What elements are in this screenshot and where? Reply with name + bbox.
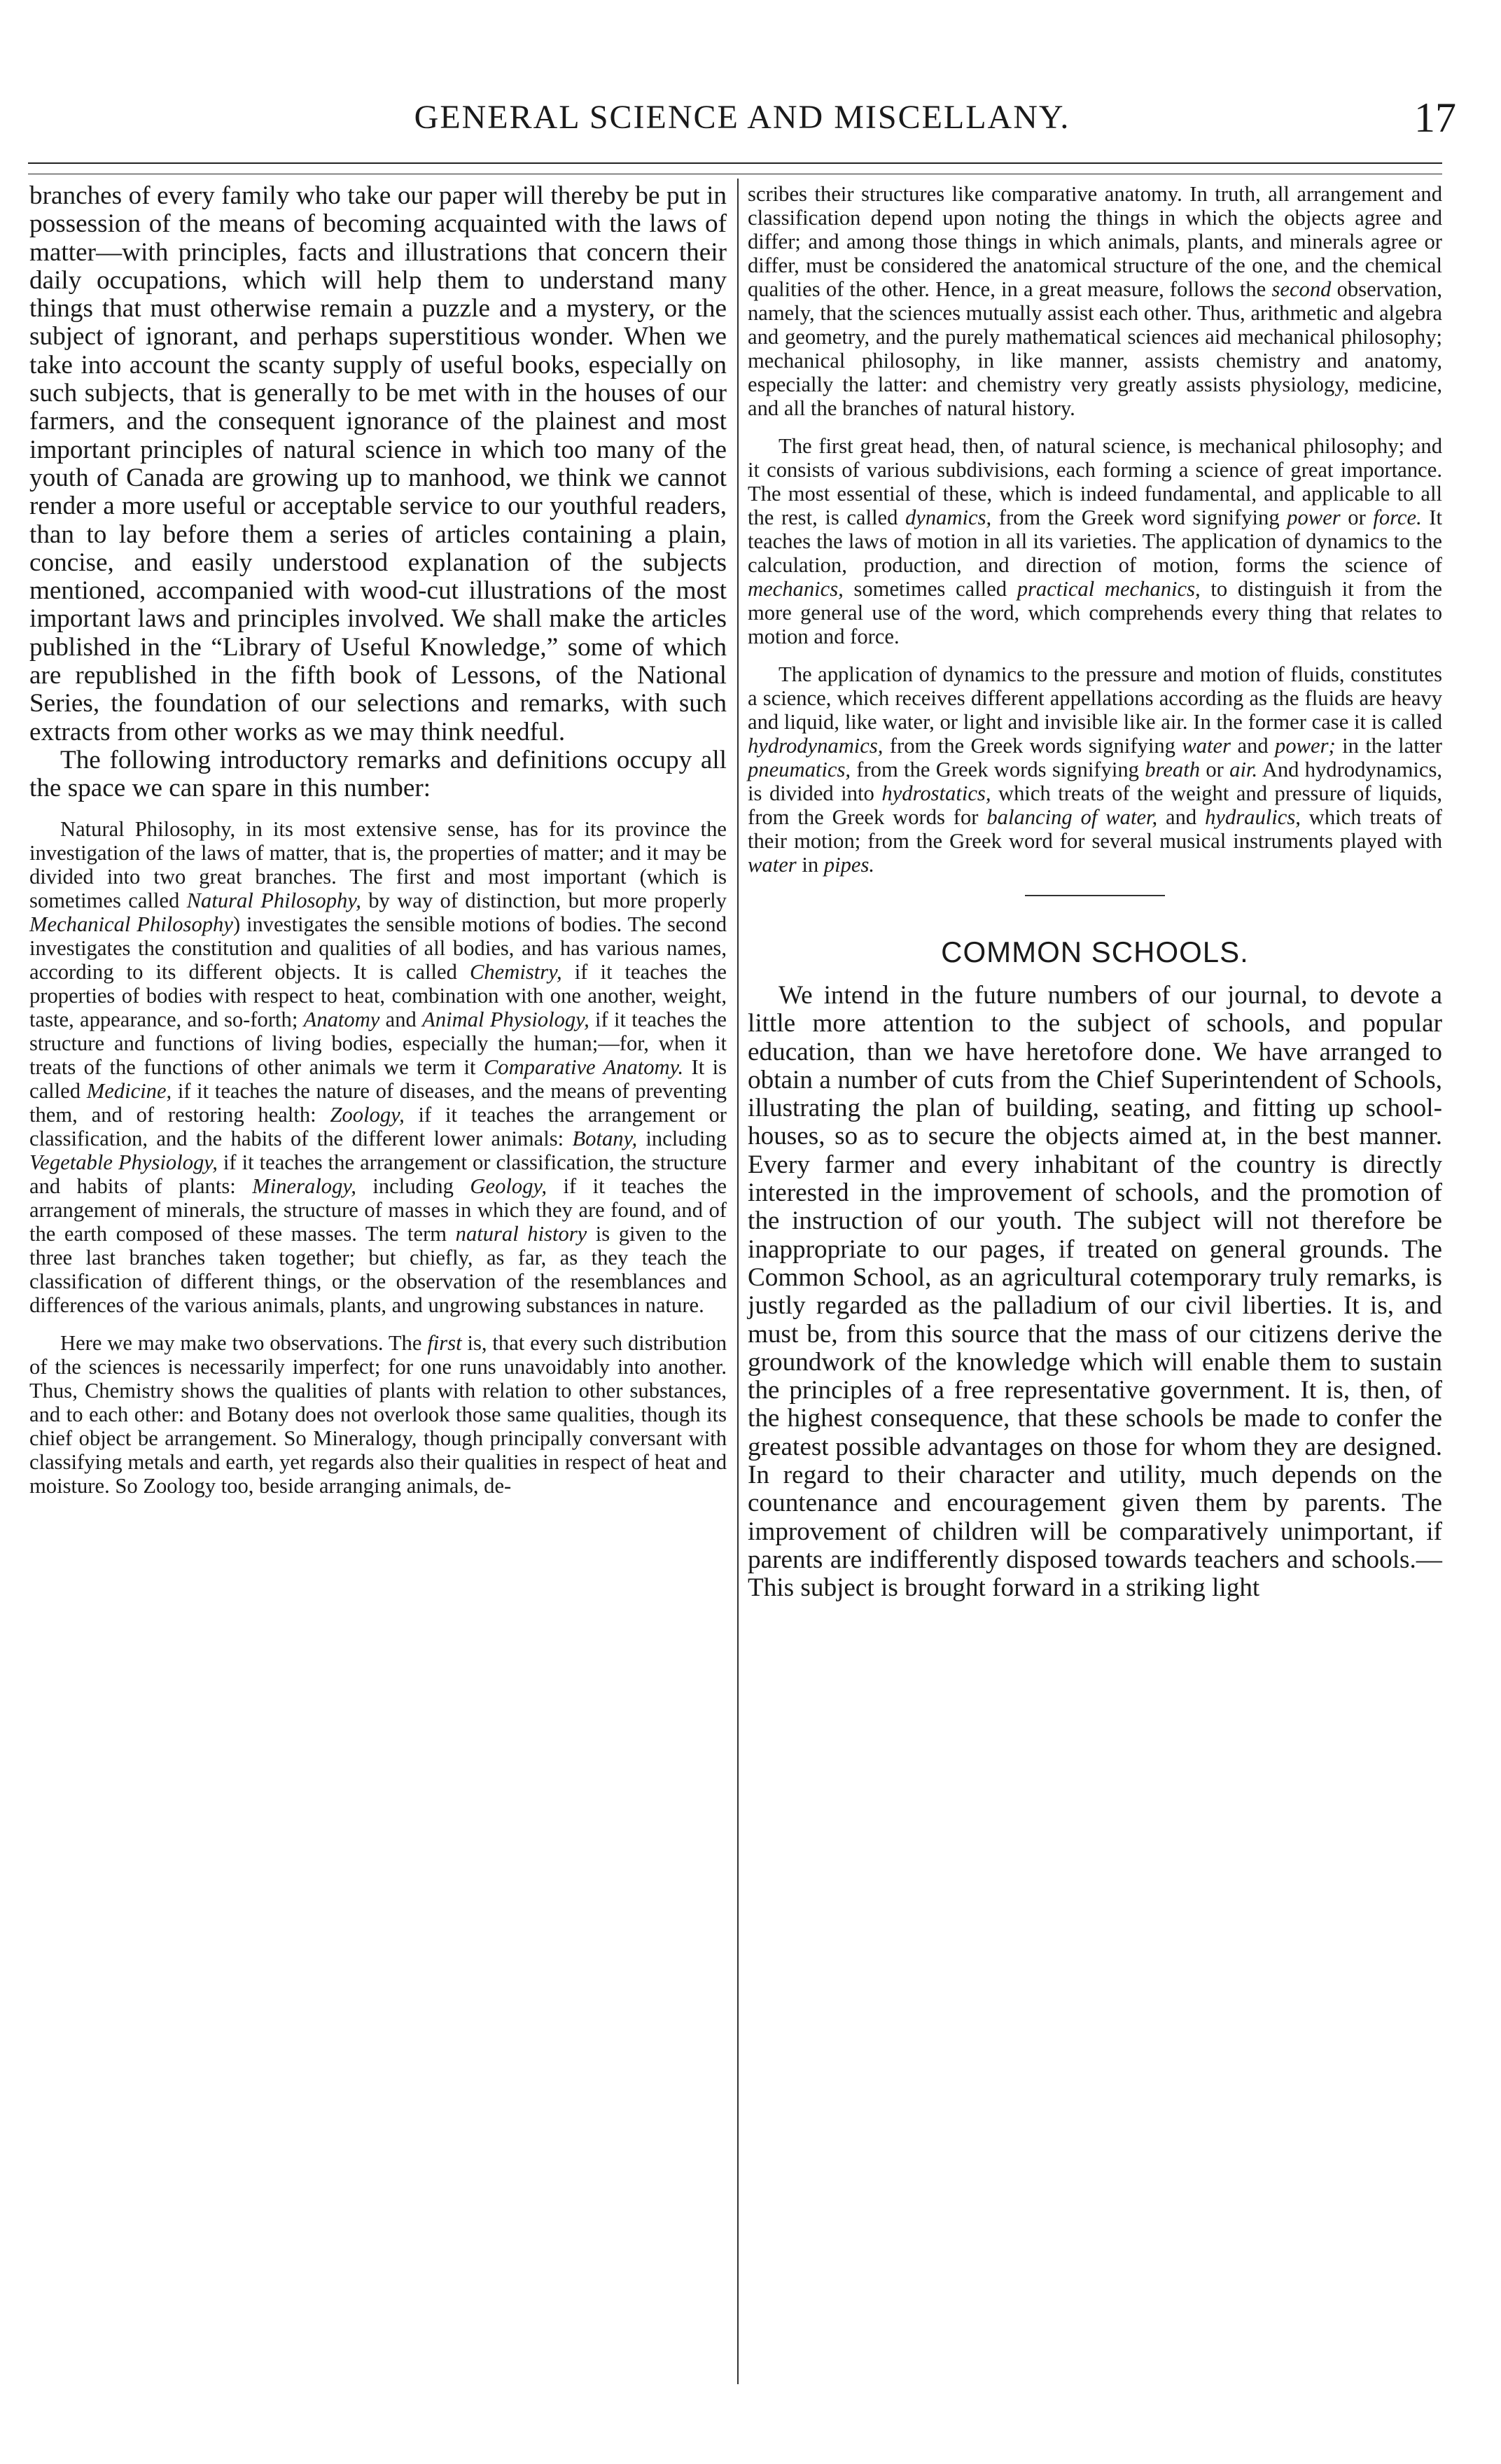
natural-philosophy-paragraph [29, 817, 727, 1317]
text-run: which treats of their motion; from the Greek word for several musical instruments played with [748, 805, 1442, 853]
page-number: 17 [1414, 95, 1456, 141]
italic-term: air. [1229, 758, 1258, 781]
text-run: observation, namely, that the sciences mutually assist each other. Thus, arithmetic and algebra and geometry, and the purely mathematical sciences aid mechanical philosophy; mechanical philosophy, in like manner, assists chemistry and anatomy, especially the latter: and chemistry very greatly assists physiology, medicine, and all the branches of natural history. [748, 277, 1442, 420]
text-run: if it teaches the arrangement or classification, and the habits of the different lower animals: [29, 1102, 727, 1150]
italic-term: power [1287, 506, 1341, 529]
running-title: GENERAL SCIENCE AND MISCELLANY. [414, 99, 1070, 136]
text-run: if it teaches the properties of bodies with respect to heat, combination with one another, weight, taste, appearance, and so-forth; [29, 959, 727, 1031]
page-header [28, 95, 1456, 154]
fluids-paragraph [748, 662, 1442, 877]
italic-term: breath [1145, 758, 1201, 781]
italic-term: mechanics, [748, 577, 844, 601]
italic-term: Mechanical Philosophy [29, 912, 233, 936]
italic-term: Natural Philosophy, [186, 888, 361, 912]
text-run: Here we may make two observations. The [60, 1330, 428, 1355]
italic-term: hydraulics, [1205, 805, 1301, 829]
left-column [29, 182, 727, 1498]
text-run: and [1231, 734, 1276, 758]
text-run: is, that every such distribution of the sciences is necessarily imperfect; for one runs unavoidably into another. Thus, Chemistry shows the qualities of plants with relation to other substances, and to each other: and Botany does not overlook those same qualities, though its chief object be arrangement. So Mineralogy, though principally conversant with classifying metals and earth, yet regards also their qualities in respect of heat and moisture. So Zoology too, beside arranging animals, de- [29, 1330, 727, 1498]
text-run: scribes their structures like comparative anatomy. In truth, all arrangement and classification depend upon noting the things in which the objects agree and differ; and among those things in which animals, plants, and minerals agree or differ, must be considered the anatomical structure of the one, and the chemical qualities of the other. Hence, in a great measure, follows the [748, 182, 1442, 301]
introductory-remarks-paragraph: The following introductory remarks and definitions occupy all the space we can spare in this number: [29, 745, 727, 803]
italic-term: Medicine, [86, 1078, 172, 1103]
right-column [748, 182, 1442, 1603]
column-divider [737, 179, 739, 2384]
text-run: from the Greek words signifying [851, 758, 1145, 781]
italic-term: force. [1373, 506, 1422, 529]
text-run: which treats of the weight and pressure of liquids, from the Greek words for [748, 781, 1442, 829]
italic-term: Botany, [572, 1126, 638, 1150]
text-run: if it teaches the arrangement or classification, the structure and habits of plants: [29, 1150, 727, 1198]
text-run: if it teaches the arrangement of minerals, the structure of masses in which they are found, and of the earth composed of these masses. The term [29, 1174, 727, 1246]
text-run: from the Greek word signifying [991, 506, 1287, 529]
text-run: It teaches the laws of motion in all its varieties. The application of dynamics to the calculation, production, and direction of motion, forms the science of [748, 506, 1442, 577]
italic-term: practical mechanics, [1017, 577, 1201, 601]
text-run: if it teaches the nature of diseases, and the means of preventing them, and of restoring health: [29, 1078, 727, 1127]
italic-term: Mineralogy, [252, 1174, 356, 1198]
italic-term: dynamics, [905, 506, 992, 529]
observations-paragraph [29, 1331, 727, 1498]
text-run: is given to the three last branches taken together; but chiefly, as far, as they teach the classification of different things, or the observation of the resemblances and differences of the various animals, plants, and ungrowing substances in nature. [29, 1221, 727, 1317]
italic-term: water [748, 853, 797, 877]
italic-term: Animal Physiology, [422, 1007, 589, 1031]
mechanical-philosophy-paragraph [748, 434, 1442, 648]
text-run: in the latter [1335, 734, 1442, 758]
italic-term: balancing of water, [986, 805, 1158, 829]
text-run: The first great head, then, of natural science, is mechanical philosophy; and it consists of various subdivisions, each forming a science of great importance. The most essential of these, which is indeed fundamental, and applicable to all the rest, is called [748, 434, 1442, 529]
italic-term: hydrodynamics, [748, 734, 884, 758]
text-run: And hydrodynamics, is divided into [748, 758, 1442, 805]
italic-term: Chemistry, [469, 959, 562, 984]
italic-term: Vegetable Physiology, [29, 1150, 218, 1174]
italic-term: water [1182, 734, 1231, 758]
text-run: in [796, 853, 824, 877]
italic-term: natural history [455, 1221, 587, 1246]
text-run: including [637, 1126, 727, 1150]
text-run: including [356, 1174, 470, 1198]
intro-paragraph: branches of every family who take our paper will thereby be put in possession of the means of becoming acquainted with the laws of matter—with principles, facts and illustrations that concern their daily occupations, which will help them to understand many things that must otherwise remain a puzzle and a mystery, or the subject of ignorant, and perhaps superstitious wonder. When we take into account the scanty supply of useful books, especially on such subjects, that is generally to be met with in the houses of our farmers, and the consequent ignorance of the plainest and most important principles of natural science in which too many of the youth of Canada are growing up to manhood, we think we cannot render a more useful or acceptable service to our youthful readers, than to lay before them a series of articles containing a plain, concise, and easily understood explanation of the subjects mentioned, accompanied with wood-cut illustrations of the most important laws and principles involved. We shall make the articles published in the “Library of Useful Knowledge,” some of which are republished in the fifth book of Lessons, of the National Series, the foundation of our selections and remarks, with such extracts from other works as we may think needful. [29, 181, 727, 746]
common-schools-paragraph: We intend in the future numbers of our journal, to devote a little more attention to the subject of schools, and popular education, than we have heretofore done. We have arranged to obtain a number of cuts from the Chief Superintendent of Schools, illustrating the plan of building, seating, and fitting up school-houses, so as to secure the objects aimed at, in the best manner. Every farmer and every inhabitant of the country is directly interested in the improvement of schools, and the promotion of the instruction of our youth. The subject will not therefore be inappropriate to our pages, if treated on general grounds. The Common School, as an agricultural cotemporary truly remarks, is justly regarded as the palladium of our civil liberties. It is, and must be, from this source that the mass of our citizens derive the groundwork of the knowledge which will enable them to sustain the principles of a free representative government. It is, then, of the highest consequence, that these schools be made to confer the greatest possible advantages on those for whom they are designed. In regard to their character and utility, much depends on the countenance and encouragement given them by parents. The improvement of children will be comparatively unimportant, if parents are indifferently disposed towards teachers and schools.—This subject is brought forward in a striking light [748, 981, 1442, 1603]
section-divider [1025, 895, 1165, 896]
text-run: or [1200, 758, 1230, 781]
italic-term: pneumatics, [748, 758, 851, 781]
text-run: The application of dynamics to the pressure and motion of fluids, constitutes a science, which receives different appellations according as the fluids are heavy and liquid, like water, or light and invisible like air. In the former case it is called [748, 662, 1442, 734]
text-run: if it teaches the structure and functions of living bodies, especially the human;—for, when it treats of the functions of other animals we term it [29, 1007, 727, 1079]
italic-term: Geology, [470, 1174, 547, 1198]
italic-term: Anatomy [303, 1007, 380, 1031]
text-run: from the Greek words signifying [883, 734, 1182, 758]
italic-term: Zoology, [330, 1102, 405, 1127]
text-run: and [1157, 805, 1206, 829]
italic-term: Comparative Anatomy. [483, 1054, 684, 1079]
text-run: sometimes called [843, 577, 1017, 601]
structures-paragraph [748, 182, 1442, 420]
text-run: or [1340, 506, 1374, 529]
text-run: by way of distinction, but more properly [361, 888, 727, 912]
italic-term: hydrostatics, [881, 781, 991, 805]
text-run: Natural Philosophy, in its most extensive sense, has for its province the investigation of the laws of matter, that is, the properties of matter; and it may be divided into two great branches. The first and most important (which is sometimes called [29, 816, 727, 912]
italic-term: second [1271, 277, 1332, 301]
text-run: to distinguish it from the more general use of the word, which comprehends every thing that relates to motion and force. [748, 577, 1443, 648]
header-rule [28, 162, 1442, 164]
text-run: ) investigates the sensible motions of bodies. The second investigates the constitution and qualities of all bodies, and has various names, according to its different objects. It is called [29, 912, 727, 984]
text-run: and [379, 1007, 423, 1031]
italic-term: pipes. [823, 853, 875, 877]
section-heading: COMMON SCHOOLS. [941, 935, 1249, 968]
italic-term: first [427, 1330, 462, 1355]
italic-term: power; [1275, 734, 1336, 758]
text-run: It is called [29, 1054, 727, 1103]
